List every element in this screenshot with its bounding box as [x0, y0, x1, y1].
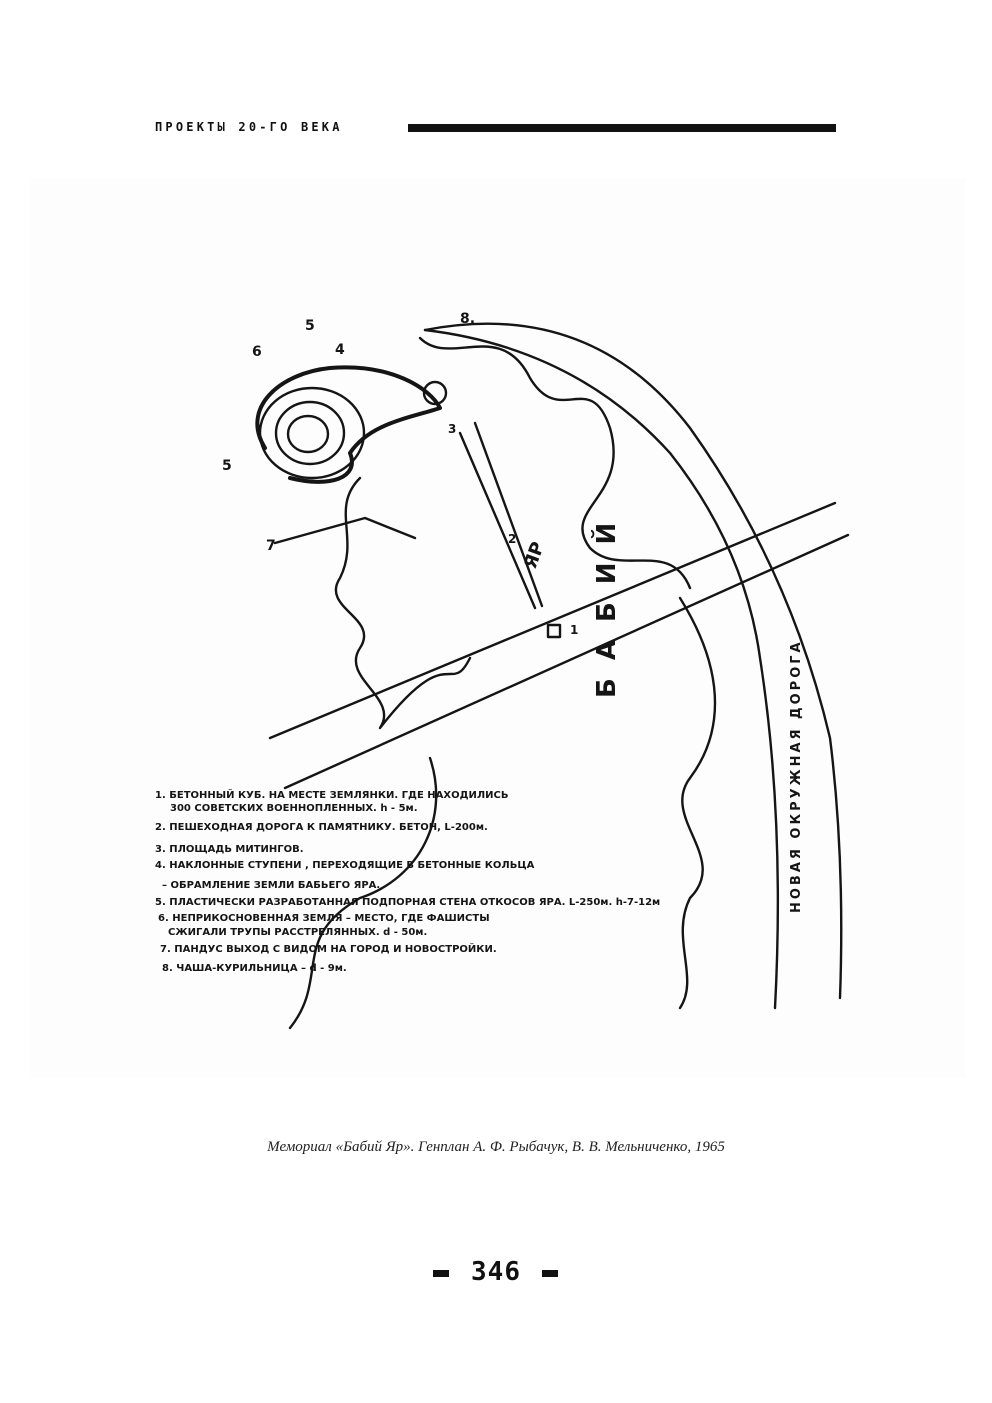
footer-dash-right — [542, 1270, 558, 1277]
legend — [155, 788, 660, 974]
ravine-label-small: ЯР — [519, 539, 549, 572]
footer-dash-left — [433, 1270, 449, 1277]
marker-6: 6 — [252, 344, 262, 360]
site-plan-figure — [30, 178, 965, 1078]
main-road-lower-edge — [285, 535, 848, 788]
ring-road-label: НОВАЯ ОКРУЖНАЯ ДОРОГА — [789, 639, 804, 913]
ravine-label: БАБИЙ — [592, 504, 622, 698]
marker-4: 4 — [335, 342, 345, 358]
spiral-inner-ring — [288, 416, 328, 452]
header-rule — [408, 124, 836, 132]
legend-line: 300 СОВЕТСКИХ ВОЕННОПЛЕННЫХ. h - 5м. — [170, 803, 418, 814]
page-number: 346 — [471, 1257, 521, 1287]
ravine-contour-left — [336, 478, 470, 728]
page-footer — [0, 1256, 992, 1288]
legend-line: 6. НЕПРИКОСНОВЕННАЯ ЗЕМЛЯ – МЕСТО, ГДЕ ФАШИСТЫ — [158, 913, 490, 924]
legend-line: СЖИГАЛИ ТРУПЫ РАССТРЕЛЯННЫХ. d - 50м. — [168, 927, 428, 938]
marker-8: 8. — [460, 311, 476, 327]
pedestrian-road-right — [475, 423, 542, 606]
figure-caption: Мемориал «Бабий Яр». Генплан А. Ф. Рыбачук, В. В. Мельниченко, 1965 — [267, 1139, 725, 1155]
spiral-middle-ring — [276, 402, 344, 464]
marker-5-left: 5 — [222, 458, 232, 474]
legend-line: 4. НАКЛОННЫЕ СТУПЕНИ , ПЕРЕХОДЯЩИЕ В БЕТОННЫЕ КОЛЬЦА — [155, 860, 535, 871]
marker-2: 2 — [508, 532, 517, 546]
marker-1: 1 — [570, 623, 579, 637]
header-title: ПРОЕКТЫ 20-ГО ВЕКА — [155, 120, 343, 134]
pedestrian-road-left — [460, 433, 535, 608]
legend-line: 2. ПЕШЕХОДНАЯ ДОРОГА К ПАМЯТНИКУ. БЕТОН, L-200м. — [155, 822, 488, 833]
running-header — [155, 118, 836, 138]
ravine-contour-right — [420, 338, 690, 588]
legend-line: 8. ЧАША-КУРИЛЬНИЦА – d - 9м. — [162, 963, 347, 974]
ravine-contour-lower — [680, 598, 715, 1008]
legend-line: 3. ПЛОЩАДЬ МИТИНГОВ. — [155, 844, 304, 855]
marker-3: 3 — [448, 422, 457, 436]
marker-7: 7 — [266, 538, 276, 554]
marker-5-top: 5 — [305, 318, 315, 334]
legend-line: – ОБРАМЛЕНИЕ ЗЕМЛИ БАБЬЕГО ЯРА. — [162, 880, 381, 891]
site-plan-drawing — [30, 178, 965, 1078]
legend-line: 7. ПАНДУС ВЫХОД С ВИДОМ НА ГОРОД И НОВОСТРОЙКИ. — [160, 944, 497, 955]
concrete-cube — [548, 625, 560, 637]
legend-line: 5. ПЛАСТИЧЕСКИ РАЗРАБОТАННАЯ ПОДПОРНАЯ СТЕНА ОТКОСОВ ЯРА. L-250м. h-7-12м — [155, 897, 661, 908]
main-road-upper-edge — [270, 503, 835, 738]
legend-line: 1. БЕТОННЫЙ КУБ. НА МЕСТЕ ЗЕМЛЯНКИ. ГДЕ НАХОДИЛИСЬ — [155, 790, 509, 801]
